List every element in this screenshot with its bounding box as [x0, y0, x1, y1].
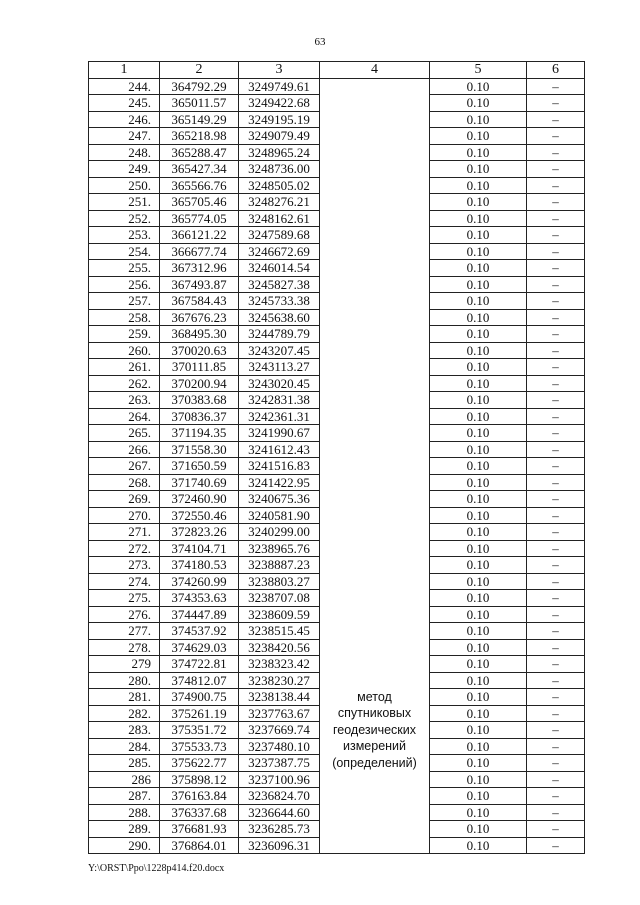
accuracy-cell: 0.10 [430, 392, 527, 409]
method-cell [320, 78, 430, 854]
y-coordinate-cell: 3238420.56 [239, 639, 320, 656]
point-number-cell: 278. [89, 639, 160, 656]
accuracy-cell: 0.10 [430, 309, 527, 326]
note-cell: – [527, 293, 585, 310]
note-cell: – [527, 689, 585, 706]
point-number-cell: 255. [89, 260, 160, 277]
note-cell: – [527, 243, 585, 260]
point-number-cell: 260. [89, 342, 160, 359]
column-header-2: 2 [160, 62, 239, 79]
x-coordinate-cell: 365566.76 [160, 177, 239, 194]
y-coordinate-cell: 3240299.00 [239, 524, 320, 541]
y-coordinate-cell: 3238230.27 [239, 672, 320, 689]
note-cell: – [527, 194, 585, 211]
note-cell: – [527, 458, 585, 475]
accuracy-cell: 0.10 [430, 623, 527, 640]
column-header-5: 5 [430, 62, 527, 79]
y-coordinate-cell: 3236096.31 [239, 837, 320, 854]
point-number-cell: 251. [89, 194, 160, 211]
note-cell: – [527, 441, 585, 458]
y-coordinate-cell: 3238138.44 [239, 689, 320, 706]
accuracy-cell: 0.10 [430, 524, 527, 541]
x-coordinate-cell: 371650.59 [160, 458, 239, 475]
y-coordinate-cell: 3240581.90 [239, 507, 320, 524]
note-cell: – [527, 590, 585, 607]
point-number-cell: 274. [89, 573, 160, 590]
x-coordinate-cell: 371194.35 [160, 425, 239, 442]
note-cell: – [527, 342, 585, 359]
x-coordinate-cell: 370020.63 [160, 342, 239, 359]
note-cell: – [527, 524, 585, 541]
y-coordinate-cell: 3243020.45 [239, 375, 320, 392]
accuracy-cell: 0.10 [430, 458, 527, 475]
accuracy-cell: 0.10 [430, 705, 527, 722]
y-coordinate-cell: 3243207.45 [239, 342, 320, 359]
y-coordinate-cell: 3238887.23 [239, 557, 320, 574]
x-coordinate-cell: 376337.68 [160, 804, 239, 821]
point-number-cell: 264. [89, 408, 160, 425]
accuracy-cell: 0.10 [430, 227, 527, 244]
x-coordinate-cell: 370111.85 [160, 359, 239, 376]
note-cell: – [527, 260, 585, 277]
point-number-cell: 263. [89, 392, 160, 409]
accuracy-cell: 0.10 [430, 606, 527, 623]
accuracy-cell: 0.10 [430, 144, 527, 161]
point-number-cell: 244. [89, 78, 160, 95]
point-number-cell: 283. [89, 722, 160, 739]
y-coordinate-cell: 3242361.31 [239, 408, 320, 425]
x-coordinate-cell: 374722.81 [160, 656, 239, 673]
accuracy-cell: 0.10 [430, 210, 527, 227]
accuracy-cell: 0.10 [430, 260, 527, 277]
y-coordinate-cell: 3246014.54 [239, 260, 320, 277]
point-number-cell: 273. [89, 557, 160, 574]
point-number-cell: 277. [89, 623, 160, 640]
note-cell: – [527, 722, 585, 739]
point-number-cell: 256. [89, 276, 160, 293]
point-number-cell: 266. [89, 441, 160, 458]
column-header-3: 3 [239, 62, 320, 79]
y-coordinate-cell: 3247589.68 [239, 227, 320, 244]
note-cell: – [527, 425, 585, 442]
y-coordinate-cell: 3245827.38 [239, 276, 320, 293]
point-number-cell: 287. [89, 788, 160, 805]
y-coordinate-cell: 3238609.59 [239, 606, 320, 623]
x-coordinate-cell: 367584.43 [160, 293, 239, 310]
point-number-cell: 265. [89, 425, 160, 442]
x-coordinate-cell: 375261.19 [160, 705, 239, 722]
note-cell: – [527, 821, 585, 838]
y-coordinate-cell: 3243113.27 [239, 359, 320, 376]
method-text-line: (определений) [332, 755, 417, 770]
note-cell: – [527, 227, 585, 244]
note-cell: – [527, 656, 585, 673]
table-header-row [89, 62, 585, 79]
y-coordinate-cell: 3249422.68 [239, 95, 320, 112]
note-cell: – [527, 326, 585, 343]
y-coordinate-cell: 3237387.75 [239, 755, 320, 772]
x-coordinate-cell: 374447.89 [160, 606, 239, 623]
note-cell: – [527, 392, 585, 409]
x-coordinate-cell: 374353.63 [160, 590, 239, 607]
x-coordinate-cell: 371740.69 [160, 474, 239, 491]
x-coordinate-cell: 376163.84 [160, 788, 239, 805]
accuracy-cell: 0.10 [430, 293, 527, 310]
note-cell: – [527, 837, 585, 854]
method-text-line: геодезических [332, 722, 416, 737]
y-coordinate-cell: 3237763.67 [239, 705, 320, 722]
accuracy-cell: 0.10 [430, 128, 527, 145]
x-coordinate-cell: 370383.68 [160, 392, 239, 409]
accuracy-cell: 0.10 [430, 177, 527, 194]
y-coordinate-cell: 3236644.60 [239, 804, 320, 821]
x-coordinate-cell: 372460.90 [160, 491, 239, 508]
x-coordinate-cell: 370200.94 [160, 375, 239, 392]
note-cell: – [527, 672, 585, 689]
point-number-cell: 275. [89, 590, 160, 607]
note-cell: – [527, 375, 585, 392]
point-number-cell: 254. [89, 243, 160, 260]
x-coordinate-cell: 375898.12 [160, 771, 239, 788]
accuracy-cell: 0.10 [430, 557, 527, 574]
point-number-cell: 252. [89, 210, 160, 227]
accuracy-cell: 0.10 [430, 194, 527, 211]
accuracy-cell: 0.10 [430, 639, 527, 656]
x-coordinate-cell: 365218.98 [160, 128, 239, 145]
y-coordinate-cell: 3236285.73 [239, 821, 320, 838]
point-number-cell: 246. [89, 111, 160, 128]
x-coordinate-cell: 374104.71 [160, 540, 239, 557]
table-body [89, 78, 585, 854]
x-coordinate-cell: 376864.01 [160, 837, 239, 854]
file-path-footer: Y:\ORST\Ppo\1228p414.f20.docx [88, 863, 225, 874]
point-number-cell: 253. [89, 227, 160, 244]
accuracy-cell: 0.10 [430, 689, 527, 706]
x-coordinate-cell: 374260.99 [160, 573, 239, 590]
accuracy-cell: 0.10 [430, 161, 527, 178]
column-header-1: 1 [89, 62, 160, 79]
accuracy-cell: 0.10 [430, 755, 527, 772]
point-number-cell: 281. [89, 689, 160, 706]
note-cell: – [527, 491, 585, 508]
y-coordinate-cell: 3249195.19 [239, 111, 320, 128]
y-coordinate-cell: 3237480.10 [239, 738, 320, 755]
y-coordinate-cell: 3246672.69 [239, 243, 320, 260]
accuracy-cell: 0.10 [430, 672, 527, 689]
point-number-cell: 284. [89, 738, 160, 755]
y-coordinate-cell: 3245733.38 [239, 293, 320, 310]
y-coordinate-cell: 3248276.21 [239, 194, 320, 211]
note-cell: – [527, 111, 585, 128]
note-cell: – [527, 359, 585, 376]
note-cell: – [527, 606, 585, 623]
y-coordinate-cell: 3245638.60 [239, 309, 320, 326]
note-cell: – [527, 573, 585, 590]
note-cell: – [527, 144, 585, 161]
x-coordinate-cell: 374629.03 [160, 639, 239, 656]
note-cell: – [527, 161, 585, 178]
x-coordinate-cell: 368495.30 [160, 326, 239, 343]
x-coordinate-cell: 374900.75 [160, 689, 239, 706]
x-coordinate-cell: 375622.77 [160, 755, 239, 772]
note-cell: – [527, 507, 585, 524]
x-coordinate-cell: 365288.47 [160, 144, 239, 161]
point-number-cell: 286 [89, 771, 160, 788]
accuracy-cell: 0.10 [430, 95, 527, 112]
x-coordinate-cell: 375533.73 [160, 738, 239, 755]
note-cell: – [527, 540, 585, 557]
accuracy-cell: 0.10 [430, 243, 527, 260]
point-number-cell: 290. [89, 837, 160, 854]
point-number-cell: 259. [89, 326, 160, 343]
note-cell: – [527, 177, 585, 194]
note-cell: – [527, 128, 585, 145]
note-cell: – [527, 474, 585, 491]
accuracy-cell: 0.10 [430, 656, 527, 673]
note-cell: – [527, 276, 585, 293]
note-cell: – [527, 309, 585, 326]
point-number-cell: 272. [89, 540, 160, 557]
y-coordinate-cell: 3249079.49 [239, 128, 320, 145]
point-number-cell: 257. [89, 293, 160, 310]
note-cell: – [527, 738, 585, 755]
point-number-cell: 285. [89, 755, 160, 772]
point-number-cell: 268. [89, 474, 160, 491]
x-coordinate-cell: 366121.22 [160, 227, 239, 244]
x-coordinate-cell: 365149.29 [160, 111, 239, 128]
note-cell: – [527, 210, 585, 227]
x-coordinate-cell: 365011.57 [160, 95, 239, 112]
accuracy-cell: 0.10 [430, 375, 527, 392]
note-cell: – [527, 78, 585, 95]
accuracy-cell: 0.10 [430, 837, 527, 854]
x-coordinate-cell: 371558.30 [160, 441, 239, 458]
x-coordinate-cell: 374537.92 [160, 623, 239, 640]
accuracy-cell: 0.10 [430, 722, 527, 739]
point-number-cell: 245. [89, 95, 160, 112]
y-coordinate-cell: 3241612.43 [239, 441, 320, 458]
column-header-4: 4 [320, 62, 430, 79]
point-number-cell: 280. [89, 672, 160, 689]
y-coordinate-cell: 3248965.24 [239, 144, 320, 161]
accuracy-cell: 0.10 [430, 342, 527, 359]
note-cell: – [527, 705, 585, 722]
point-number-cell: 261. [89, 359, 160, 376]
point-number-cell: 248. [89, 144, 160, 161]
point-number-cell: 267. [89, 458, 160, 475]
point-number-cell: 271. [89, 524, 160, 541]
accuracy-cell: 0.10 [430, 474, 527, 491]
note-cell: – [527, 771, 585, 788]
y-coordinate-cell: 3248736.00 [239, 161, 320, 178]
accuracy-cell: 0.10 [430, 804, 527, 821]
y-coordinate-cell: 3241516.83 [239, 458, 320, 475]
x-coordinate-cell: 372550.46 [160, 507, 239, 524]
note-cell: – [527, 755, 585, 772]
x-coordinate-cell: 367312.96 [160, 260, 239, 277]
method-text-line: измерений [342, 739, 407, 754]
accuracy-cell: 0.10 [430, 425, 527, 442]
x-coordinate-cell: 372823.26 [160, 524, 239, 541]
accuracy-cell: 0.10 [430, 276, 527, 293]
y-coordinate-cell: 3237100.96 [239, 771, 320, 788]
x-coordinate-cell: 365774.05 [160, 210, 239, 227]
note-cell: – [527, 639, 585, 656]
note-cell: – [527, 408, 585, 425]
y-coordinate-cell: 3238803.27 [239, 573, 320, 590]
accuracy-cell: 0.10 [430, 441, 527, 458]
point-number-cell: 289. [89, 821, 160, 838]
accuracy-cell: 0.10 [430, 408, 527, 425]
point-number-cell: 270. [89, 507, 160, 524]
y-coordinate-cell: 3241990.67 [239, 425, 320, 442]
point-number-cell: 250. [89, 177, 160, 194]
method-text-line: спутниковых [337, 706, 412, 721]
table-row [89, 78, 585, 95]
accuracy-cell: 0.10 [430, 738, 527, 755]
coordinates-table [88, 61, 585, 854]
y-coordinate-cell: 3244789.79 [239, 326, 320, 343]
y-coordinate-cell: 3238515.45 [239, 623, 320, 640]
column-header-6: 6 [527, 62, 585, 79]
point-number-cell: 258. [89, 309, 160, 326]
page-number: 63 [314, 36, 326, 48]
y-coordinate-cell: 3242831.38 [239, 392, 320, 409]
x-coordinate-cell: 364792.29 [160, 78, 239, 95]
y-coordinate-cell: 3249749.61 [239, 78, 320, 95]
method-text-line: метод [357, 690, 392, 704]
point-number-cell: 269. [89, 491, 160, 508]
note-cell: – [527, 623, 585, 640]
x-coordinate-cell: 374812.07 [160, 672, 239, 689]
accuracy-cell: 0.10 [430, 111, 527, 128]
point-number-cell: 247. [89, 128, 160, 145]
x-coordinate-cell: 365427.34 [160, 161, 239, 178]
accuracy-cell: 0.10 [430, 507, 527, 524]
y-coordinate-cell: 3238965.76 [239, 540, 320, 557]
y-coordinate-cell: 3240675.36 [239, 491, 320, 508]
accuracy-cell: 0.10 [430, 788, 527, 805]
x-coordinate-cell: 365705.46 [160, 194, 239, 211]
accuracy-cell: 0.10 [430, 821, 527, 838]
point-number-cell: 282. [89, 705, 160, 722]
x-coordinate-cell: 370836.37 [160, 408, 239, 425]
y-coordinate-cell: 3238323.42 [239, 656, 320, 673]
accuracy-cell: 0.10 [430, 540, 527, 557]
accuracy-cell: 0.10 [430, 771, 527, 788]
accuracy-cell: 0.10 [430, 326, 527, 343]
point-number-cell: 288. [89, 804, 160, 821]
note-cell: – [527, 804, 585, 821]
point-number-cell: 276. [89, 606, 160, 623]
y-coordinate-cell: 3248505.02 [239, 177, 320, 194]
note-cell: – [527, 95, 585, 112]
point-number-cell: 249. [89, 161, 160, 178]
x-coordinate-cell: 367493.87 [160, 276, 239, 293]
x-coordinate-cell: 366677.74 [160, 243, 239, 260]
accuracy-cell: 0.10 [430, 359, 527, 376]
point-number-cell: 279 [89, 656, 160, 673]
y-coordinate-cell: 3241422.95 [239, 474, 320, 491]
y-coordinate-cell: 3248162.61 [239, 210, 320, 227]
accuracy-cell: 0.10 [430, 573, 527, 590]
accuracy-cell: 0.10 [430, 78, 527, 95]
accuracy-cell: 0.10 [430, 491, 527, 508]
x-coordinate-cell: 375351.72 [160, 722, 239, 739]
x-coordinate-cell: 367676.23 [160, 309, 239, 326]
note-cell: – [527, 557, 585, 574]
accuracy-cell: 0.10 [430, 590, 527, 607]
note-cell: – [527, 788, 585, 805]
y-coordinate-cell: 3238707.08 [239, 590, 320, 607]
x-coordinate-cell: 376681.93 [160, 821, 239, 838]
point-number-cell: 262. [89, 375, 160, 392]
x-coordinate-cell: 374180.53 [160, 557, 239, 574]
y-coordinate-cell: 3236824.70 [239, 788, 320, 805]
y-coordinate-cell: 3237669.74 [239, 722, 320, 739]
